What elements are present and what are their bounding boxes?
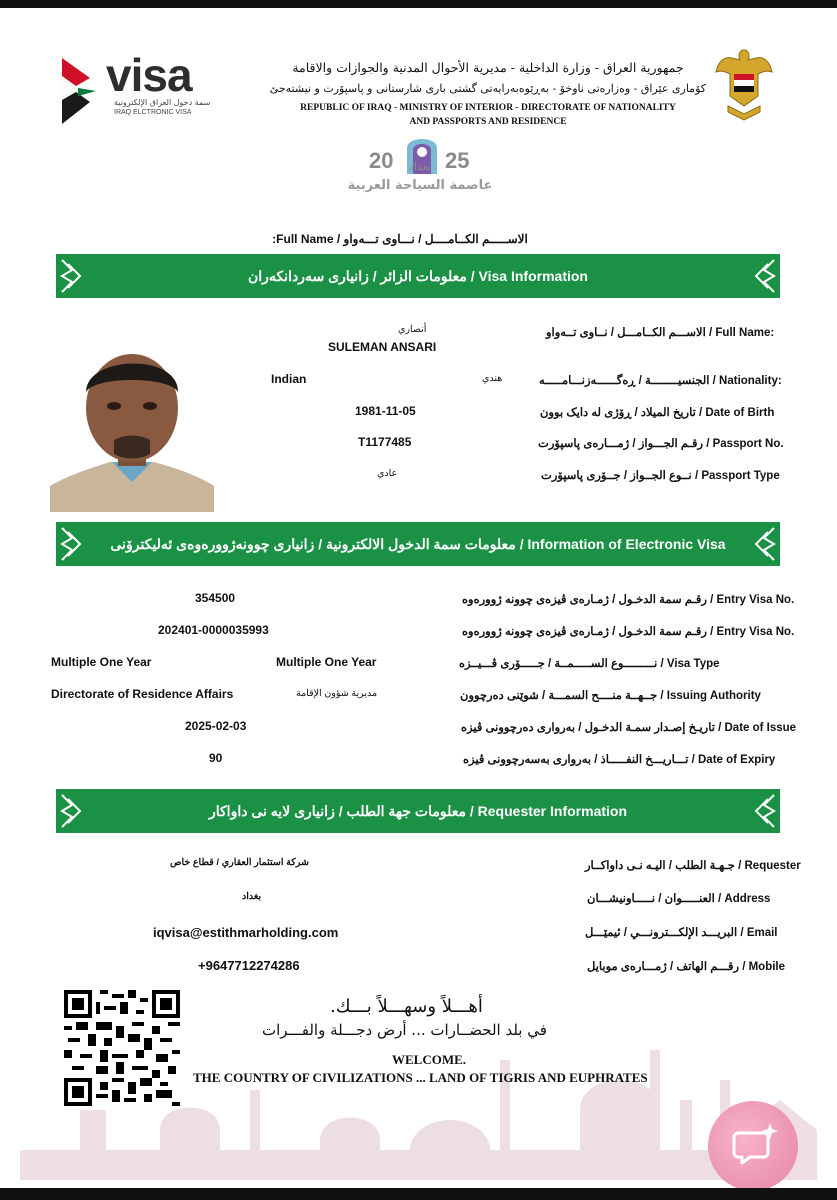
welcome-en-1: WELCOME. bbox=[392, 1052, 467, 1067]
passport-no-value: T1177485 bbox=[358, 435, 412, 449]
tourism-year-left: 20 bbox=[369, 148, 394, 173]
address-label: العنـــــوان / نـــــاونیشـــان / Address bbox=[587, 893, 771, 905]
tourism-year-right: 25 bbox=[445, 148, 470, 173]
bottom-border bbox=[0, 1188, 837, 1200]
date-of-expiry-value: 90 bbox=[209, 751, 223, 765]
applicant-photo bbox=[50, 336, 214, 512]
welcome-ar-1: أهـــلاً وسهـــلاً بـــك. bbox=[330, 996, 483, 1017]
fullname-value-ar: أنصاري bbox=[398, 324, 427, 335]
entry-visa-no-value: 354500 bbox=[195, 591, 236, 605]
section-requester-information bbox=[56, 789, 780, 833]
address-value: بغداد bbox=[242, 891, 262, 902]
mobile-label: رقـــم الهاتف / ژمـــارەی موبایل / Mobile bbox=[587, 961, 786, 973]
ornament-right-icon bbox=[752, 258, 776, 294]
entry-visa-no-label: رقـم سمة الدخـول / ژمـارەی ڤیزەی چوونە ژوورەوە / Entry Visa No. bbox=[462, 594, 795, 606]
tourism-logo bbox=[345, 130, 495, 202]
issuing-authority-value-ar: مديرية شؤون الإقامة bbox=[296, 688, 378, 699]
section-title: معلومات جهة الطلب / زانیاری لایە نی داواکار / Requester Information bbox=[208, 803, 628, 819]
ornament-right-icon bbox=[752, 793, 776, 829]
fullname-label: الاســـم الكــامـــل / نــاوى تــەواو / Full Name: bbox=[546, 327, 775, 339]
fullname-value: SULEMAN ANSARI bbox=[328, 340, 437, 354]
qr-code bbox=[64, 990, 180, 1106]
issuing-authority-value-en: Directorate of Residence Affairs bbox=[51, 687, 234, 701]
gov-line-ku: كۆماری عێراق - وەزارەتی ناوخۆ - بەڕێوەبەرایەتی گشتی باری شارستانی و پاسپۆرت و نیشتەجێ bbox=[269, 82, 706, 95]
gov-line-ar: جمهورية العراق - وزارة الداخلية - مديرية الأحوال المدنية والجوازات والاقامة bbox=[292, 60, 684, 75]
entry-visa-no2-value: 202401-0000035993 bbox=[158, 623, 269, 637]
dob-label: تاريخ الميلاد / ڕۆژی لە دایک بوون / Date of Birth bbox=[540, 407, 775, 419]
section-visa-information bbox=[56, 254, 780, 298]
date-of-expiry-label: تـــاريـــخ النفـــــاذ / بەرواری بەسەرچوونی ڤیزە / Date of Expiry bbox=[463, 754, 776, 766]
visa-type-value: Multiple One Year bbox=[276, 655, 377, 669]
passport-no-label: رقـم الجـــواز / ژمـــارەی پاسپۆرت / Passport No. bbox=[538, 438, 784, 450]
mobile-value: +9647712274286 bbox=[198, 958, 300, 973]
nationality-label: الجنسيــــــــة / ڕەگــــــەزنـــامـــــە / Nationality: bbox=[539, 375, 782, 387]
requester-value: شركة استثمار العقاري / قطاع خاص bbox=[170, 857, 309, 868]
brand-sub-en: IRAQ ELCTRONIC VISA bbox=[114, 109, 192, 116]
top-border bbox=[0, 0, 837, 8]
nationality-value-ar: هندي bbox=[482, 373, 503, 384]
chat-button[interactable] bbox=[708, 1101, 798, 1191]
entry-visa-no2-label: رقـم سمة الدخـول / ژمـارەی ڤیزەی چوونە ژوورەوە / Entry Visa No. bbox=[462, 626, 795, 638]
gov-line-en2: AND PASSPORTS AND RESIDENCE bbox=[409, 117, 567, 127]
section-title: معلومات سمة الدخول الالكترونية / زانیاری چوونەژوورەوەی ئەلیکترۆنی / Information of Electronic Visa bbox=[110, 536, 726, 552]
nationality-value: Indian bbox=[271, 372, 307, 386]
date-of-issue-label: تاريـخ إصـدار سمـة الدخـول / بەرواری دەرچوونی ڤیزە / Date of Issue bbox=[461, 722, 797, 734]
evisa-logo bbox=[62, 49, 212, 126]
email-label: البريـــد الإلكـــترونـــي / ئیمێـــل / Email bbox=[585, 927, 778, 939]
brand-sub-ar: سمة دخول العراق الإلكترونية bbox=[114, 98, 211, 107]
brand-word: visa bbox=[106, 49, 192, 101]
email-value: iqvisa@estithmarholding.com bbox=[153, 925, 339, 940]
flag-arrow-icon bbox=[62, 58, 106, 124]
date-of-issue-value: 2025-02-03 bbox=[185, 719, 247, 733]
fullname-heading: الاســـــم الكــامــــل / نـــاوی تـــەواو / Full Name: bbox=[272, 232, 528, 246]
dob-value: 1981-11-05 bbox=[355, 404, 416, 418]
passport-type-value: عادي bbox=[377, 468, 398, 479]
ornament-right-icon bbox=[752, 526, 776, 562]
section-electronic-visa bbox=[56, 522, 780, 566]
visa-type-label: نـــــــــوع الســـــمــة / جـــــۆری ڤـــیــزە / Visa Type bbox=[459, 658, 720, 670]
chat-sparkle-icon bbox=[708, 1101, 798, 1191]
welcome-ar-2: في بلد الحضــارات ... أرض دجـــلة والفـــرات bbox=[262, 1021, 547, 1039]
passport-type-label: نــوع الجــواز / جــۆری پاسپۆرت / Passport Type bbox=[541, 470, 780, 482]
tourism-city: بغداد bbox=[408, 160, 432, 173]
issuing-authority-label: جــهــة منــــح السمـــة / شوێنی دەرچوون / Issuing Authority bbox=[460, 690, 761, 702]
requester-label: جـهـة الطلب / الیـه نـی داواكــار / Requester bbox=[585, 860, 801, 872]
gov-line-en1: REPUBLIC OF IRAQ - MINISTRY OF INTERIOR - DIRECTORATE OF NATIONALITY bbox=[300, 103, 676, 113]
visa-type-value-en: Multiple One Year bbox=[51, 655, 152, 669]
welcome-en-2: THE COUNTRY OF CIVILIZATIONS ... LAND OF TIGRIS AND EUPHRATES bbox=[193, 1070, 648, 1085]
eagle-emblem-icon bbox=[714, 44, 774, 124]
tourism-caption: عاصمة السياحة العربية bbox=[347, 178, 493, 193]
section-title: معلومات الزائر / زانیاری سەردانکەران / Visa Information bbox=[248, 268, 588, 284]
